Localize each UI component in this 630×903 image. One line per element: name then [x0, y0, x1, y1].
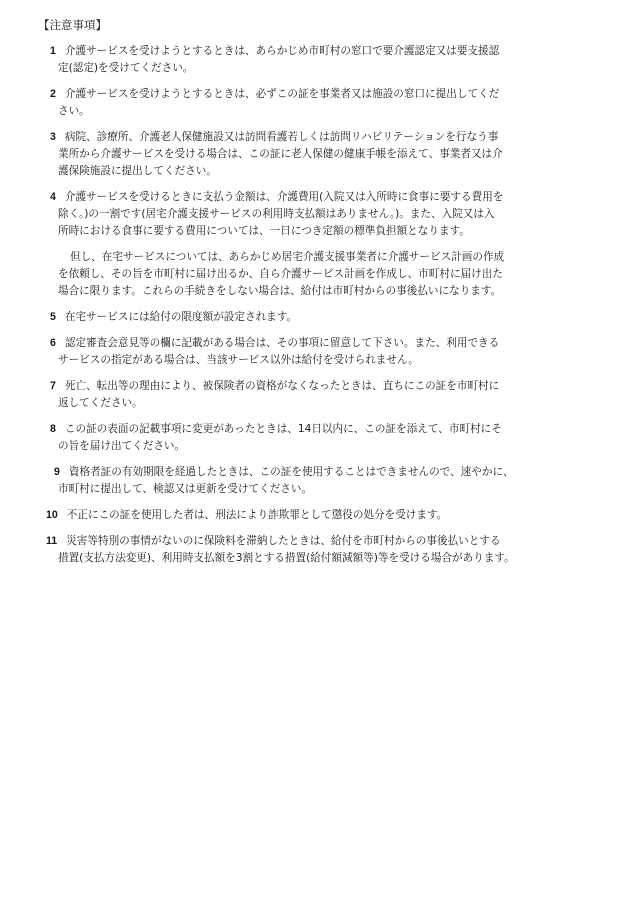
item-text: さい。	[58, 105, 90, 117]
item-text: 但し、在宅サービスについては、あらかじめ居宅介護支援事業者に介護サービス計画の作成	[70, 251, 505, 263]
list-item	[38, 421, 596, 455]
item-number: 11	[46, 535, 58, 547]
item-number: 10	[46, 509, 58, 521]
item-text: 介護サービスを受けようとするときは、必ずこの証を事業者又は施設の窓口に提出してくだ	[64, 88, 500, 100]
item-text: サービスの指定がある場合は、当該サービス以外は給付を受けられません。	[58, 354, 419, 366]
list-item	[38, 378, 596, 412]
list-item-paragraph	[38, 249, 596, 300]
item-number: 6	[50, 337, 56, 349]
item-text: を依頼し、その旨を市町村に届け出るか、自ら介護サービス計画を作成し、市町村に届け出た	[58, 268, 503, 280]
item-text: 業所から介護サービスを受ける場合は、この証に老人保健の健康手帳を添えて、事業者又は介	[58, 148, 503, 160]
item-text: 資格者証の有効期限を経過したときは、この証を使用することはできませんので、速やかに、	[68, 466, 514, 478]
item-text: 場合に限ります。これらの手続きをしない場合は、給付は市町村からの事後払いになります。	[58, 285, 502, 297]
list-item	[38, 309, 596, 326]
list-item	[38, 86, 596, 120]
item-text: 在宅サービスには給付の限度額が設定されます。	[64, 311, 298, 323]
list-item	[38, 507, 596, 524]
item-text: 介護サービスを受けようとするときは、あらかじめ市町村の窓口で要介護認定又は要支援認	[64, 45, 500, 57]
list-item	[38, 189, 596, 240]
item-number: 7	[50, 380, 56, 392]
list-item	[38, 533, 596, 567]
item-number: 4	[50, 191, 56, 203]
item-number: 1	[50, 45, 56, 57]
list-item	[38, 129, 596, 180]
item-text: 介護サービスを受けるときに支払う金額は、介護費用(入院又は入所時に食事に要する費用を	[64, 191, 504, 203]
item-text: 不正にこの証を使用した者は、刑法により詐欺罪として懲役の処分を受けます。	[66, 509, 448, 521]
item-text: 護保険施設に提出してください。	[58, 165, 217, 177]
item-text: の旨を届け出てください。	[58, 440, 186, 452]
item-text: 定(認定)を受けてください。	[58, 62, 194, 74]
item-text: 所時における食事に要する費用については、一日につき定額の標準負担額となります。	[58, 225, 470, 237]
item-number: 8	[50, 423, 56, 435]
list-item	[38, 464, 596, 498]
item-text: 死亡、転出等の理由により、被保険者の資格がなくなったときは、直ちにこの証を市町村に	[64, 380, 500, 392]
item-text: 市町村に提出して、検認又は更新を受けてください。	[58, 483, 313, 495]
item-number: 9	[54, 466, 60, 478]
item-number: 3	[50, 131, 56, 143]
item-text: 返してください。	[58, 397, 143, 409]
list-item	[38, 43, 596, 77]
item-number: 2	[50, 88, 56, 100]
item-text: 病院、診療所、介護老人保健施設又は訪問看護若しくは訪問リハビリテーションを行なう事	[64, 131, 499, 143]
item-number: 5	[50, 311, 56, 323]
item-text: この証の表面の記載事項に変更があったときは、14日以内に、この証を添えて、市町村にそ	[64, 423, 502, 435]
item-text: 認定審査会意見等の欄に記載がある場合は、その事項に留意して下さい。また、利用できる	[64, 337, 500, 349]
page-title: 【注意事項】	[38, 18, 107, 32]
list-item	[38, 335, 596, 369]
item-text: 措置(支払方法変更)、利用時支払額を3割とする措置(給付額減額等)等を受ける場合があります。	[58, 552, 515, 564]
item-text: 除く。)の一割です(居宅介護支援サービスの利用時支払額はありません。)。また、入院又は入	[58, 208, 495, 220]
item-text: 災害等特別の事情がないのに保険料を滞納したときは、給付を市町村からの事後払いとする	[66, 535, 501, 547]
